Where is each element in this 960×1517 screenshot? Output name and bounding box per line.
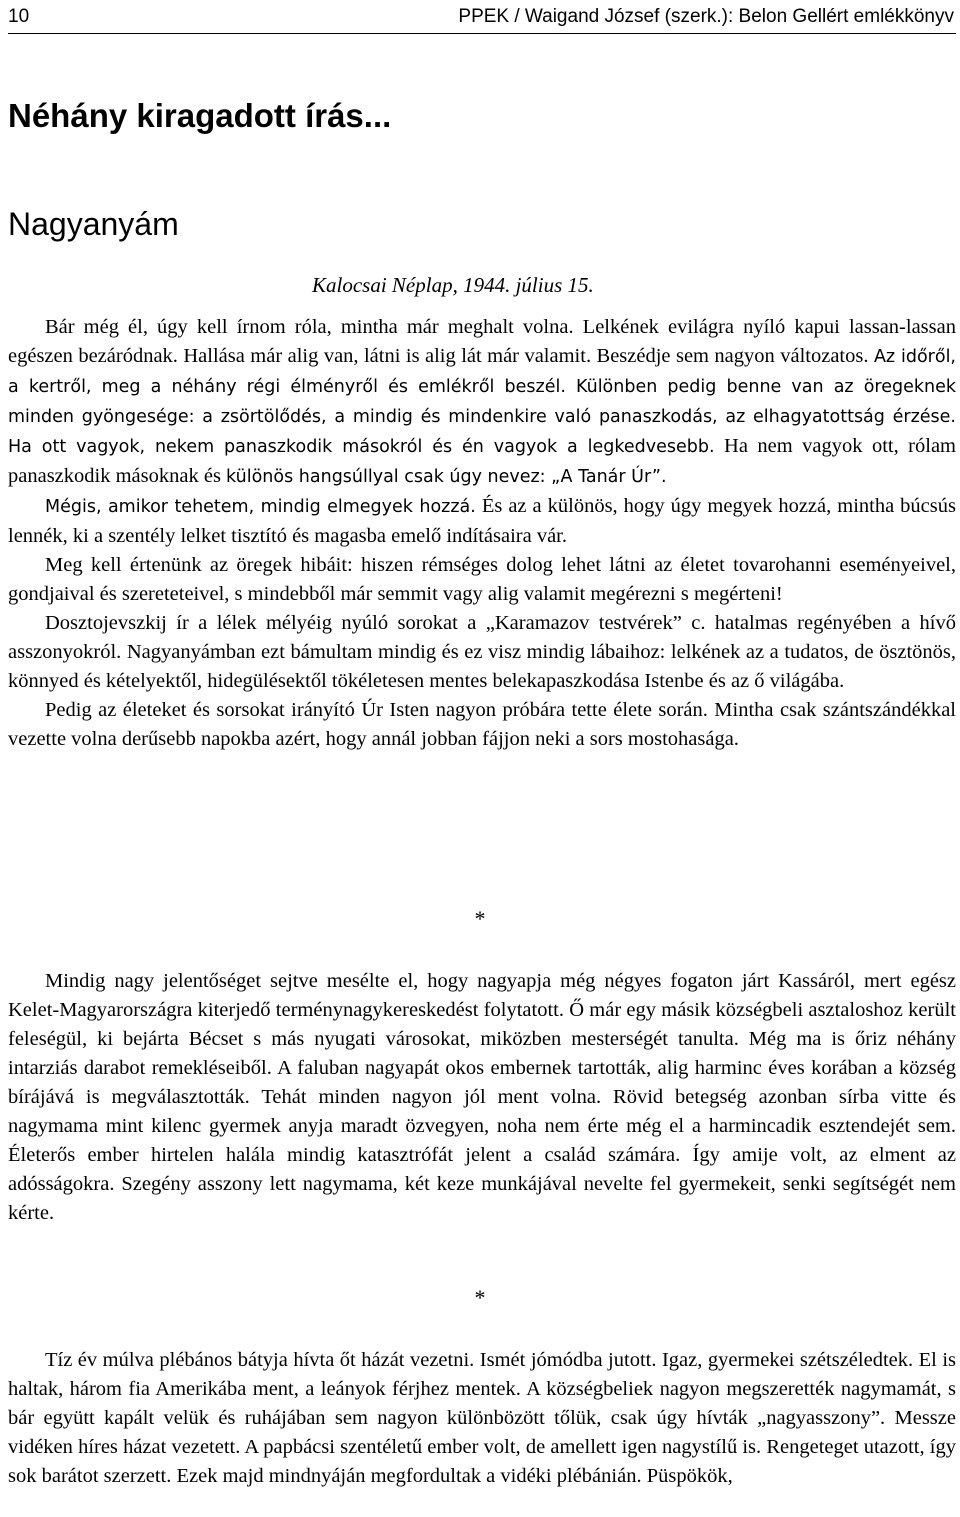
page-header: [8, 4, 956, 30]
section-3-body: [8, 1346, 956, 1491]
paragraph: Dosztojevszkij ír a lélek mélyéig nyúló sorokat a „Karamazov testvérek” c. hatalmas regényében a hívő asszonyokról. Nagyanyámban ezt bámultam mindig és ez visz mindig lábaihoz: lelkének az a tudatos, de ösztönös, könnyed és kételyektől, hidegülésektől tökéletesen mentes belekapaszkodása Istenbe és az ő világába.: [8, 612, 956, 692]
section-separator: *: [474, 1285, 486, 1310]
running-title: PPEK / Waigand József (szerk.): Belon Gellért emlékkönyv: [458, 6, 954, 27]
paragraph: Tíz év múlva plébános bátyja hívta őt házát vezetni. Ismét jómódba jutott. Igaz, gyermekei szétszéledtek. El is haltak, három fia Amerikába ment, a leányok férjhez mentek. A községbeliek nagyon megszerették nagymamát, s bár együtt kapált velük és ruhájában sem nagyon különbözött tőlük, csak úgy hívták „nagyasszony”. Messze vidéken híres házat vezetett. A papbácsi szentéletű ember volt, de amellett igen nagystílű is. Rengeteget utazott, így sok barátot szerzett. Ezek majd mindnyáján megfordultak a vidéki plébánián. Püspökök,: [8, 1349, 956, 1487]
paragraph: Mindig nagy jelentőséget sejtve mesélte el, hogy nagyapja még négyes fogaton járt Kassáról, mert egész Kelet-Magyarországra kiterjedő terménynagykereskedést folytatott. Ő már egy másik községbeli asztaloshoz került feleségül, ki bejárta Bécset s más nyugati városokat, miközben mesterségét tanulta. Még ma is őriz néhány intarziás darabot remekléseiből. A faluban nagyapát okos embernek tartották, alig harminc éves korában a község bírájává is megválasztották. Tehát minden nagyon jól ment volna. Rövid betegség azonban sírba vitte és nagymama mint kilenc gyermek anyja maradt özvegyen, noha nem érte még el a harmincadik esztendejét sem. Életerős ember hirtelen halála mindig katasztrófát jelent a család számára. Így amije volt, az elment az adósságokra. Szegény asszony lett nagymama, két keze munkájával nevelte fel gyermekeit, senki segítségét nem kérte.: [8, 970, 956, 1224]
paragraph: Meg kell értenünk az öregek hibáit: hiszen rémséges dolog lehet látni az életet tovarohanni eseményeivel, gondjaival és szereteteivel, s mindebből már semmit vagy alig valamit megérezni s megérteni!: [8, 554, 956, 605]
page-title: Néhány kiragadott írás...: [8, 97, 392, 134]
source-citation: Kalocsai Néplap, 1944. július 15.: [312, 273, 594, 297]
paragraph: Mégis, amikor tehetem, mindig elmegyek hozzá. És az a különös, hogy úgy megyek hozzá, mintha búcsús lennék, ki a szentély lelket tisztító és magasba emelő indításaira vár.: [8, 495, 956, 547]
section-title: Nagyanyám: [8, 206, 179, 242]
section-separator: *: [474, 906, 486, 931]
page-number: 10: [8, 6, 30, 27]
header-rule: [8, 33, 956, 34]
section-2-body: [8, 967, 956, 1228]
section-1-body: [8, 313, 956, 754]
paragraph: Pedig az életeket és sorsokat irányító Úr Isten nagyon próbára tette élete során. Mintha csak szántszándékkal vezette volna derűsebb napokba azért, hogy annál jobban fájjon neki a sors mostohasága.: [8, 699, 956, 750]
paragraph: Bár még él, úgy kell írnom róla, mintha már meghalt volna. Lelkének evilágra nyíló kapui lassan-lassan egészen bezáródnak. Hallása már alig van, látni is alig lát már valamit. Beszédje sem nagyon változatos. Az időről, a kertről, meg a néhány régi élményről és emlékről beszél. Különben pedig benne van az öregeknek minden gyöngesége: a zsörtölődés, a mindig és mindenkire való panaszkodás, az elhagyatottság érzése. Ha ott vagyok, nekem panaszkodik másokról és én vagyok a legkedvesebb. Ha nem vagyok ott, rólam panaszkodik másoknak és különös hangsúllyal csak úgy nevez: „A Tanár Úr”.: [8, 316, 956, 487]
